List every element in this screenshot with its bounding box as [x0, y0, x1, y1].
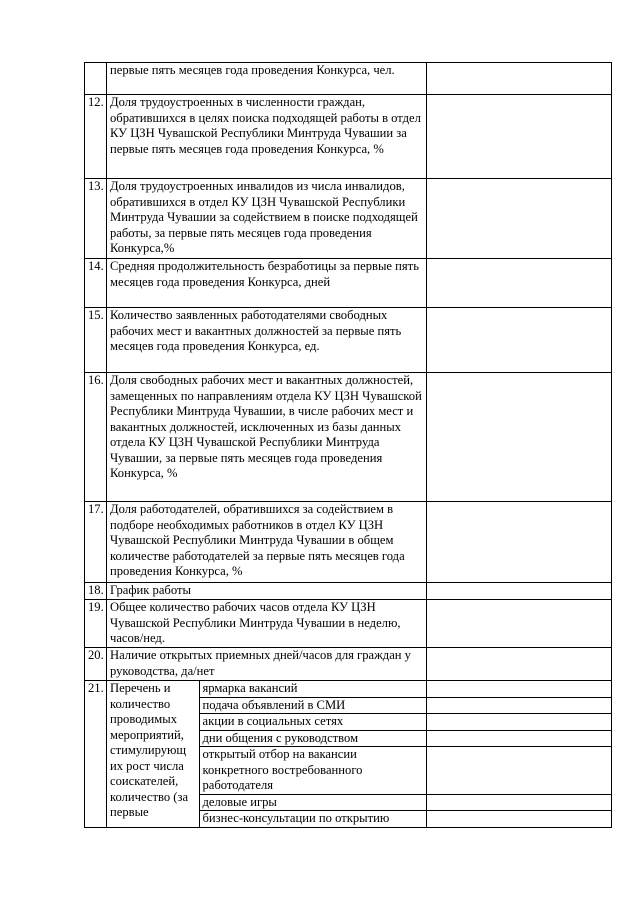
row-number: [85, 63, 107, 95]
activity-item: бизнес-консультации по открытию: [202, 811, 390, 825]
row-description: Общее количество рабочих часов отдела КУ ЦЗН Чувашской Республики Минтруда Чувашии в неделю, часов/нед.: [107, 600, 427, 648]
table-row: [85, 502, 612, 583]
row-value-cell: [427, 308, 612, 373]
table-row: [85, 600, 612, 648]
activity-value: [427, 697, 611, 714]
events-label: Перечень и количество проводимых мероприятий, стимулирующ их рост числа соискателей, количество (за первые: [107, 681, 199, 827]
row-value-cell: [427, 373, 612, 502]
row-number: 13.: [85, 179, 107, 259]
activity-value: [427, 681, 611, 697]
row-number: 19.: [85, 600, 107, 648]
activity-item: открытый отбор на вакансии конкретного востребованного работодателя: [199, 747, 427, 795]
criteria-table: [84, 62, 612, 828]
row-number: 12.: [85, 95, 107, 179]
row-value-cell: [427, 648, 612, 681]
activity-value: [427, 730, 611, 747]
activity-item: ярмарка вакансий: [199, 681, 427, 697]
row-number: 14.: [85, 259, 107, 308]
row-description: Доля свободных рабочих мест и вакантных должностей, замещенных по направлениям отдела КУ ЦЗН Чувашской Республики Минтруда Чувашии, в числе рабочих мест и вакантных должностей, исключенных из базы данных отдела КУ ЦЗН Чувашской Республики Минтруда Чувашии, за первые пять месяцев года проведения Конкурса, %: [107, 373, 427, 502]
activity-item: акции в социальных сетях: [199, 714, 427, 731]
row-description: Средняя продолжительность безработицы за первые пять месяцев года проведения Конкурса, дней: [107, 259, 427, 308]
table-row: [85, 63, 612, 95]
activity-item: дни общения с руководством: [199, 730, 427, 747]
row-number: 15.: [85, 308, 107, 373]
table-row: [85, 373, 612, 502]
table-row: [85, 308, 612, 373]
activity-item: подача объявлений в СМИ: [199, 697, 427, 714]
events-value-subtable: [427, 681, 611, 827]
row-description: Наличие открытых приемных дней/часов для граждан у руководства, да/нет: [107, 648, 427, 681]
row-description: Доля трудоустроенных в численности граждан, обратившихся в целях поиска подходящей работы в отдел КУ ЦЗН Чувашской Республики Минтруда Чувашии за первые пять месяцев года проведения Конкурса, %: [107, 95, 427, 179]
row-value-cell: [427, 583, 612, 600]
events-value-cell: [427, 681, 612, 828]
events-cell: [107, 681, 427, 828]
events-subtable: [107, 681, 427, 827]
activity-value: [427, 714, 611, 731]
row-value-cell: [427, 259, 612, 308]
activity-value: [427, 811, 611, 827]
table-row: [85, 583, 612, 600]
row-number: 18.: [85, 583, 107, 600]
row-number: 21.: [85, 681, 107, 828]
row-description: Количество заявленных работодателями свободных рабочих мест и вакантных должностей за первые пять месяцев года проведения Конкурса, ед.: [107, 308, 427, 373]
row-value-cell: [427, 600, 612, 648]
row-description: Доля работодателей, обратившихся за содействием в подборе необходимых работников в отдел КУ ЦЗН Чувашской Республики Минтруда Чувашии в общем количестве работодателей за первые пять месяцев года проведения Конкурса, %: [107, 502, 427, 583]
table-row: [85, 95, 612, 179]
row-value-cell: [427, 502, 612, 583]
row-description: Доля трудоустроенных инвалидов из числа инвалидов, обратившихся в отдел КУ ЦЗН Чувашской Республики Минтруда Чувашии за содействием в поиске подходящей работы, за первые пять месяцев года проведения Конкурса,%: [107, 179, 427, 259]
row-number: 17.: [85, 502, 107, 583]
table-row: [85, 648, 612, 681]
row-value-cell: [427, 179, 612, 259]
row-description: первые пять месяцев года проведения Конкурса, чел.: [107, 63, 427, 95]
table-row-21: [85, 681, 612, 828]
row-number: 16.: [85, 373, 107, 502]
row-number: 20.: [85, 648, 107, 681]
table-row: [85, 179, 612, 259]
row-description: График работы: [107, 583, 427, 600]
activity-item: деловые игры: [199, 794, 427, 811]
row-value-cell: [427, 95, 612, 179]
activity-value: [427, 794, 611, 811]
activity-value: [427, 747, 611, 795]
row-value-cell: [427, 63, 612, 95]
table-row: [85, 259, 612, 308]
